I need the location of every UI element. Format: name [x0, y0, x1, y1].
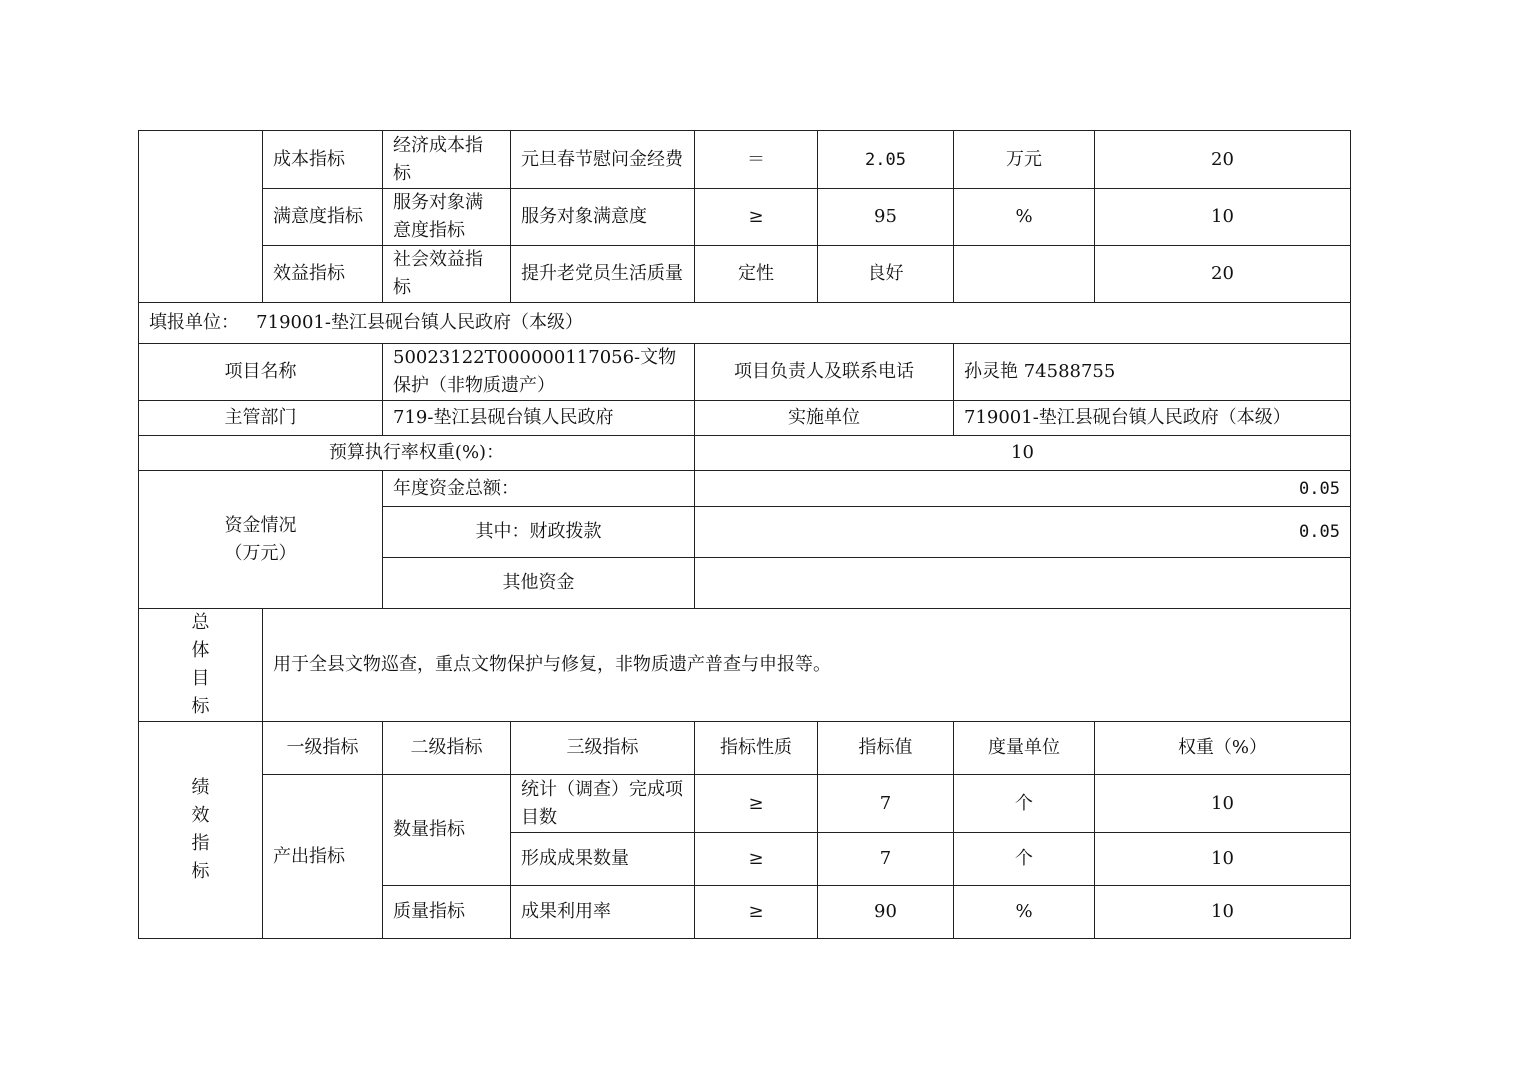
reporting-unit-label: 填报单位： [149, 312, 239, 333]
header-level3: 三级指标 [511, 722, 695, 775]
funds-label [139, 471, 383, 609]
budget-weight-label: 预算执行率权重(%)： [139, 436, 695, 471]
header-value: 指标值 [818, 722, 954, 775]
blank-cell [139, 131, 263, 303]
operator-cell: ≥ [695, 189, 818, 246]
reporting-unit-value: 719001-垫江县砚台镇人民政府（本级） [256, 312, 583, 333]
operator-cell: ＝ [695, 131, 818, 189]
value-cell: 7 [818, 775, 954, 833]
weight-cell: 10 [1095, 775, 1351, 833]
quality-label: 质量指标 [383, 886, 511, 939]
implementer-label: 实施单位 [695, 401, 954, 436]
header-level1: 一级指标 [263, 722, 383, 775]
table-row [139, 189, 1351, 246]
level2-cell: 满意度指标 [263, 189, 383, 246]
funds-label-line2: （万元） [224, 542, 297, 564]
level2-cell: 成本指标 [263, 131, 383, 189]
goal-text: 用于全县文物巡查，重点文物保护与修复，非物质遗产普查与申报等。 [263, 609, 1351, 722]
funds-total-row [139, 471, 1351, 507]
department-label: 主管部门 [139, 401, 383, 436]
indicator-cell: 元旦春节慰问金经费 [511, 131, 695, 189]
value-cell: 2.05 [818, 131, 954, 189]
table-row [139, 775, 1351, 833]
goal-label-char: 总 [191, 612, 210, 633]
header-unit: 度量单位 [954, 722, 1095, 775]
table-row [139, 246, 1351, 303]
operator-cell: ≥ [695, 833, 818, 886]
unit-cell: 个 [954, 833, 1095, 886]
value-cell: 7 [818, 833, 954, 886]
header-level2: 二级指标 [383, 722, 511, 775]
goal-row [139, 609, 1351, 722]
indicator-cell: 统计（调查）完成项目数 [511, 775, 695, 833]
indicator-cell: 成果利用率 [511, 886, 695, 939]
funds-fiscal-label: 其中：财政拨款 [383, 507, 695, 558]
project-owner-value: 孙灵艳 74588755 [954, 344, 1351, 401]
performance-label-char: 指 [191, 833, 210, 854]
project-name-label: 项目名称 [139, 344, 383, 401]
unit-cell: % [954, 189, 1095, 246]
value-cell: 良好 [818, 246, 954, 303]
funds-total-value: 0.05 [695, 471, 1351, 507]
department-row [139, 401, 1351, 436]
project-name-value: 50023122T000000117056-文物保护（非物质遗产） [383, 344, 695, 401]
unit-cell: 万元 [954, 131, 1095, 189]
unit-cell [954, 246, 1095, 303]
weight-cell: 20 [1095, 246, 1351, 303]
department-value: 719-垫江县砚台镇人民政府 [383, 401, 695, 436]
table-row [139, 131, 1351, 189]
reporting-unit-cell [139, 303, 1351, 344]
goal-label [139, 609, 263, 722]
performance-label [139, 722, 263, 939]
level3-cell: 服务对象满意度指标 [383, 189, 511, 246]
unit-cell: 个 [954, 775, 1095, 833]
weight-cell: 20 [1095, 131, 1351, 189]
header-weight: 权重（%） [1095, 722, 1351, 775]
budget-weight-row [139, 436, 1351, 471]
funds-other-label: 其他资金 [383, 558, 695, 609]
level3-cell: 经济成本指标 [383, 131, 511, 189]
goal-label-char: 体 [191, 640, 210, 661]
goal-label-char: 标 [191, 696, 210, 717]
project-row [139, 344, 1351, 401]
weight-cell: 10 [1095, 886, 1351, 939]
level3-cell: 社会效益指标 [383, 246, 511, 303]
implementer-value: 719001-垫江县砚台镇人民政府（本级） [954, 401, 1351, 436]
budget-weight-value: 10 [695, 436, 1351, 471]
funds-total-label: 年度资金总额： [383, 471, 695, 507]
operator-cell: ≥ [695, 886, 818, 939]
performance-header-row [139, 722, 1351, 775]
operator-cell: 定性 [695, 246, 818, 303]
funds-fiscal-value: 0.05 [695, 507, 1351, 558]
performance-label-char: 绩 [191, 777, 210, 798]
reporting-unit-row [139, 303, 1351, 344]
funds-label-line1: 资金情况 [224, 514, 297, 536]
weight-cell: 10 [1095, 189, 1351, 246]
level2-cell: 效益指标 [263, 246, 383, 303]
operator-cell: ≥ [695, 775, 818, 833]
header-nature: 指标性质 [695, 722, 818, 775]
performance-label-char: 效 [191, 805, 210, 826]
value-cell: 95 [818, 189, 954, 246]
performance-table [138, 130, 1351, 939]
value-cell: 90 [818, 886, 954, 939]
indicator-cell: 提升老党员生活质量 [511, 246, 695, 303]
level1-cell: 产出指标 [263, 775, 383, 939]
performance-label-char: 标 [191, 861, 210, 882]
unit-cell: % [954, 886, 1095, 939]
goal-label-char: 目 [191, 668, 210, 689]
quantity-label: 数量指标 [383, 775, 511, 886]
indicator-cell: 形成成果数量 [511, 833, 695, 886]
funds-other-value [695, 558, 1351, 609]
weight-cell: 10 [1095, 833, 1351, 886]
indicator-cell: 服务对象满意度 [511, 189, 695, 246]
project-owner-label: 项目负责人及联系电话 [695, 344, 954, 401]
